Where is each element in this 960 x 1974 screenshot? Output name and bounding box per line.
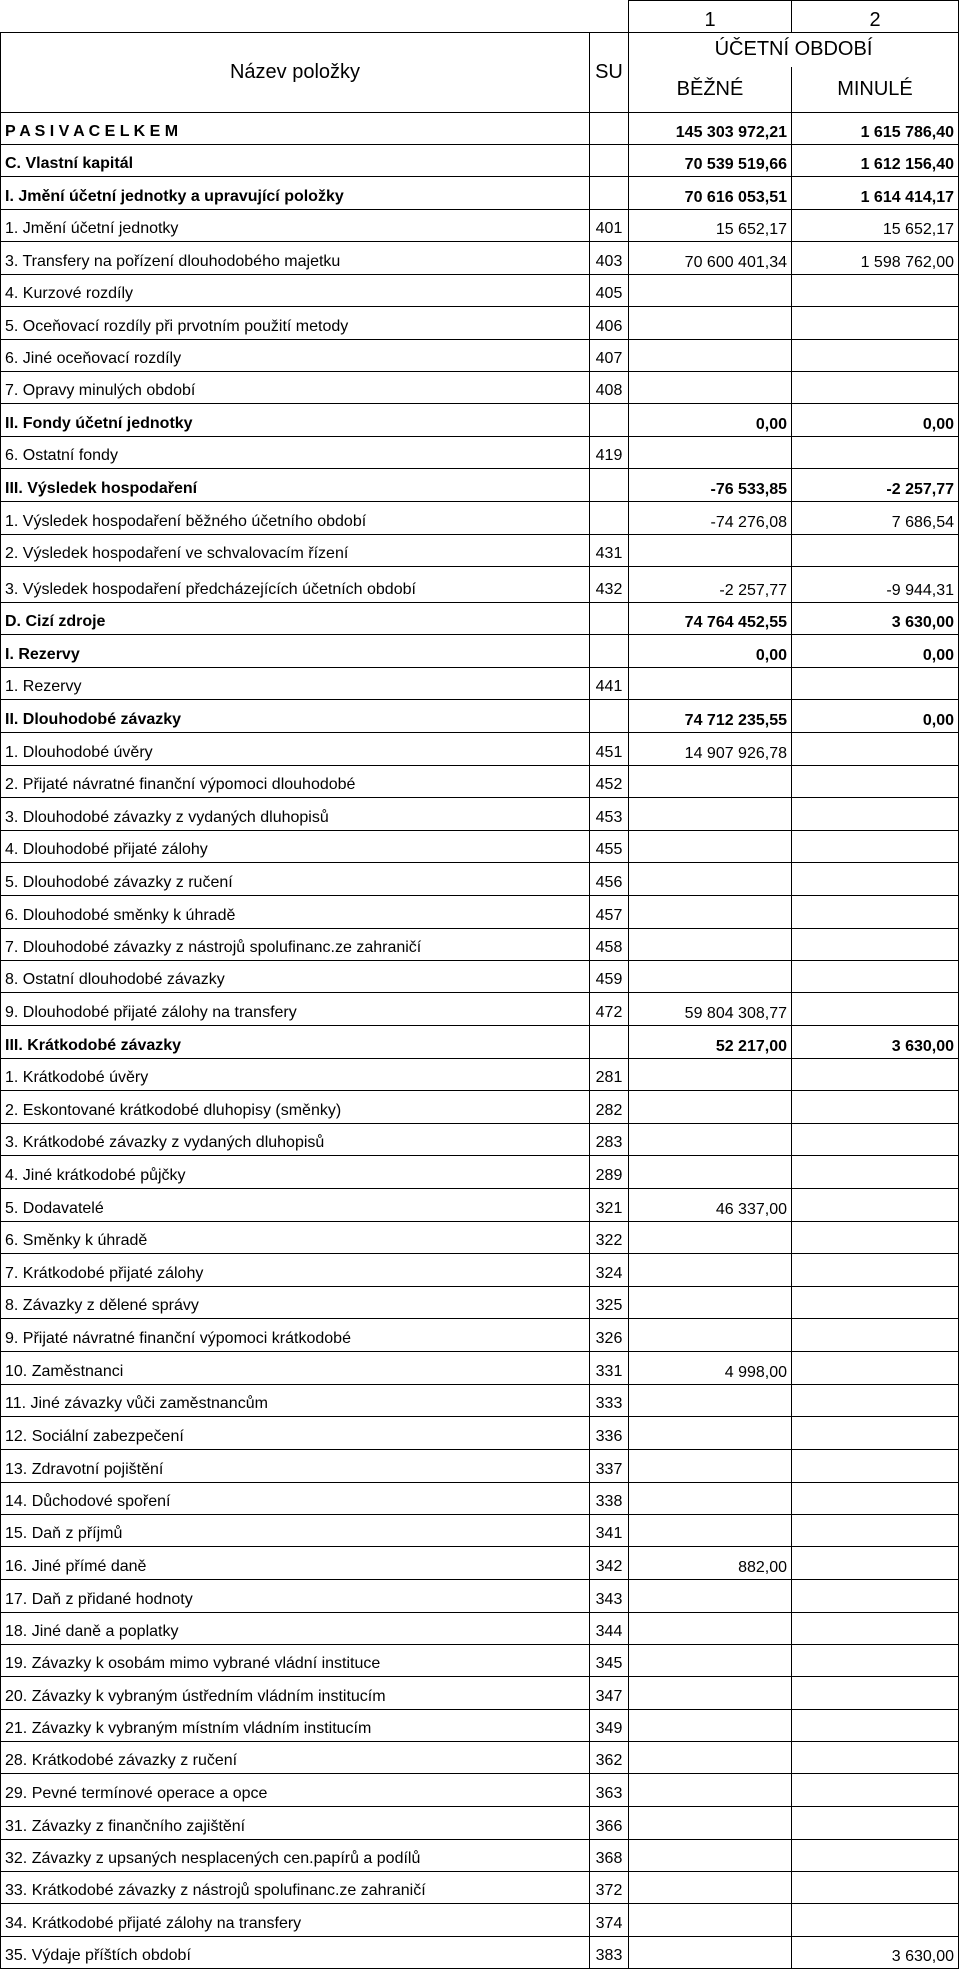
item-name: 15. Daň z příjmů bbox=[1, 1515, 590, 1547]
previous-period-value bbox=[792, 1613, 959, 1645]
item-name: 7. Dlouhodobé závazky z nástrojů spolufinanc.ze zahraničí bbox=[1, 929, 590, 961]
table-row bbox=[1, 404, 959, 437]
table-row bbox=[1, 700, 959, 733]
table-row bbox=[1, 1254, 959, 1287]
previous-period-value bbox=[792, 340, 959, 372]
item-name: C. Vlastní kapitál bbox=[1, 145, 590, 177]
previous-period-value: 7 686,54 bbox=[792, 502, 959, 535]
table-row bbox=[1, 993, 959, 1026]
table-row bbox=[1, 635, 959, 668]
item-name: 12. Sociální zabezpečení bbox=[1, 1417, 590, 1450]
su-code: 333 bbox=[590, 1385, 629, 1417]
current-period-value: 4 998,00 bbox=[629, 1352, 792, 1385]
previous-period-value bbox=[792, 1189, 959, 1222]
su-code: 338 bbox=[590, 1483, 629, 1515]
blank-header-cell bbox=[1, 1, 590, 33]
previous-period-value bbox=[792, 961, 959, 993]
previous-period-value: 1 612 156,40 bbox=[792, 145, 959, 177]
su-code: 345 bbox=[590, 1645, 629, 1677]
su-code bbox=[590, 404, 629, 437]
su-code: 431 bbox=[590, 535, 629, 567]
current-period-value bbox=[629, 1222, 792, 1254]
item-name: 16. Jiné přímé daně bbox=[1, 1547, 590, 1580]
su-code bbox=[590, 635, 629, 668]
current-period-value bbox=[629, 668, 792, 700]
item-name: 6. Jiné oceňovací rozdíly bbox=[1, 340, 590, 372]
su-code: 331 bbox=[590, 1352, 629, 1385]
su-code: 383 bbox=[590, 1937, 629, 1969]
su-code: 347 bbox=[590, 1677, 629, 1710]
table-row bbox=[1, 896, 959, 929]
item-name: 4. Dlouhodobé přijaté zálohy bbox=[1, 831, 590, 863]
table-row bbox=[1, 1677, 959, 1710]
item-name: 6. Ostatní fondy bbox=[1, 437, 590, 469]
su-code: 362 bbox=[590, 1742, 629, 1774]
previous-period-value bbox=[792, 1156, 959, 1189]
previous-period-value bbox=[792, 1417, 959, 1450]
table-row bbox=[1, 961, 959, 993]
item-name: 8. Ostatní dlouhodobé závazky bbox=[1, 961, 590, 993]
current-period-value: 14 907 926,78 bbox=[629, 733, 792, 766]
item-name: 31. Závazky z finančního zajištění bbox=[1, 1807, 590, 1840]
item-name: P A S I V A C E L K E M bbox=[1, 113, 590, 145]
previous-period-value bbox=[792, 993, 959, 1026]
current-period-value bbox=[629, 372, 792, 404]
item-name: 3. Transfery na pořízení dlouhodobého majetku bbox=[1, 242, 590, 275]
current-period-value bbox=[629, 1450, 792, 1483]
su-code: 419 bbox=[590, 437, 629, 469]
table-row bbox=[1, 1124, 959, 1156]
su-code: 457 bbox=[590, 896, 629, 929]
su-code: 325 bbox=[590, 1287, 629, 1319]
current-period-value bbox=[629, 1091, 792, 1124]
table-row bbox=[1, 1645, 959, 1677]
previous-period-value bbox=[792, 275, 959, 307]
item-name: 28. Krátkodobé závazky z ručení bbox=[1, 1742, 590, 1774]
current-period-value bbox=[629, 275, 792, 307]
previous-period-value bbox=[792, 1483, 959, 1515]
current-period-value: -2 257,77 bbox=[629, 567, 792, 603]
table-row bbox=[1, 1091, 959, 1124]
su-code: 326 bbox=[590, 1319, 629, 1352]
current-period-value: 0,00 bbox=[629, 404, 792, 437]
su-code: 342 bbox=[590, 1547, 629, 1580]
current-period-value bbox=[629, 1613, 792, 1645]
su-code: 456 bbox=[590, 863, 629, 896]
previous-period-value bbox=[792, 831, 959, 863]
current-period-value: 59 804 308,77 bbox=[629, 993, 792, 1026]
column-number-2: 2 bbox=[792, 1, 959, 33]
su-code: 341 bbox=[590, 1515, 629, 1547]
item-name: III. Krátkodobé závazky bbox=[1, 1026, 590, 1059]
previous-period-value bbox=[792, 1774, 959, 1807]
su-code bbox=[590, 1026, 629, 1059]
item-name: 9. Přijaté návratné finanční výpomoci krátkodobé bbox=[1, 1319, 590, 1352]
period-header: ÚČETNÍ OBDOBÍ bbox=[629, 33, 959, 67]
su-code bbox=[590, 502, 629, 535]
table-row bbox=[1, 1450, 959, 1483]
previous-period-value bbox=[792, 766, 959, 798]
su-code bbox=[590, 145, 629, 177]
item-name: II. Dlouhodobé závazky bbox=[1, 700, 590, 733]
previous-period-value bbox=[792, 1450, 959, 1483]
current-period-value bbox=[629, 831, 792, 863]
item-name: 4. Jiné krátkodobé půjčky bbox=[1, 1156, 590, 1189]
previous-period-value bbox=[792, 1385, 959, 1417]
item-name: 2. Přijaté návratné finanční výpomoci dlouhodobé bbox=[1, 766, 590, 798]
previous-period-value bbox=[792, 1254, 959, 1287]
table-row bbox=[1, 1547, 959, 1580]
table-row bbox=[1, 863, 959, 896]
item-name: 17. Daň z přidané hodnoty bbox=[1, 1580, 590, 1613]
table-row bbox=[1, 1483, 959, 1515]
previous-period-value: -9 944,31 bbox=[792, 567, 959, 603]
su-code: 363 bbox=[590, 1774, 629, 1807]
table-row bbox=[1, 831, 959, 863]
item-name: II. Fondy účetní jednotky bbox=[1, 404, 590, 437]
previous-period-value bbox=[792, 1742, 959, 1774]
previous-period-value bbox=[792, 1677, 959, 1710]
table-row bbox=[1, 1515, 959, 1547]
table-row bbox=[1, 1872, 959, 1904]
table-row bbox=[1, 1222, 959, 1254]
su-code: 344 bbox=[590, 1613, 629, 1645]
table-row bbox=[1, 177, 959, 210]
previous-period-value: 3 630,00 bbox=[792, 1937, 959, 1969]
current-period-value: 70 616 053,51 bbox=[629, 177, 792, 210]
current-period-header: BĚŽNÉ bbox=[629, 67, 792, 113]
su-code bbox=[590, 177, 629, 210]
item-name: 3. Výsledek hospodaření předcházejících účetních období bbox=[1, 567, 590, 603]
item-name: 1. Jmění účetní jednotky bbox=[1, 210, 590, 242]
current-period-value bbox=[629, 535, 792, 567]
previous-period-value bbox=[792, 1872, 959, 1904]
current-period-value bbox=[629, 1515, 792, 1547]
current-period-value: 46 337,00 bbox=[629, 1189, 792, 1222]
current-period-value bbox=[629, 1319, 792, 1352]
current-period-value bbox=[629, 929, 792, 961]
current-period-value bbox=[629, 307, 792, 340]
previous-period-value: 0,00 bbox=[792, 635, 959, 668]
item-name: 18. Jiné daně a poplatky bbox=[1, 1613, 590, 1645]
table-row bbox=[1, 210, 959, 242]
previous-period-value: 3 630,00 bbox=[792, 1026, 959, 1059]
previous-period-value bbox=[792, 929, 959, 961]
previous-period-value bbox=[792, 798, 959, 831]
item-name: 5. Oceňovací rozdíly při prvotním použití metody bbox=[1, 307, 590, 340]
item-name: 7. Krátkodobé přijaté zálohy bbox=[1, 1254, 590, 1287]
su-code bbox=[590, 603, 629, 635]
su-code: 472 bbox=[590, 993, 629, 1026]
current-period-value bbox=[629, 863, 792, 896]
su-code: 453 bbox=[590, 798, 629, 831]
table-row bbox=[1, 372, 959, 404]
current-period-value bbox=[629, 766, 792, 798]
table-row bbox=[1, 242, 959, 275]
su-code: 366 bbox=[590, 1807, 629, 1840]
su-code: 459 bbox=[590, 961, 629, 993]
current-period-value bbox=[629, 1417, 792, 1450]
previous-period-value bbox=[792, 1645, 959, 1677]
su-code: 441 bbox=[590, 668, 629, 700]
table-row bbox=[1, 1026, 959, 1059]
table-row bbox=[1, 1059, 959, 1091]
item-name: 13. Zdravotní pojištění bbox=[1, 1450, 590, 1483]
table-row bbox=[1, 798, 959, 831]
table-row bbox=[1, 1774, 959, 1807]
table-row bbox=[1, 1742, 959, 1774]
table-row bbox=[1, 1840, 959, 1872]
su-code: 343 bbox=[590, 1580, 629, 1613]
su-code: 321 bbox=[590, 1189, 629, 1222]
previous-period-value bbox=[792, 1710, 959, 1742]
item-name: 34. Krátkodobé přijaté zálohy na transfery bbox=[1, 1904, 590, 1937]
item-name: 1. Krátkodobé úvěry bbox=[1, 1059, 590, 1091]
su-code: 407 bbox=[590, 340, 629, 372]
previous-period-value bbox=[792, 1124, 959, 1156]
table-row bbox=[1, 1807, 959, 1840]
item-name: 5. Dodavatelé bbox=[1, 1189, 590, 1222]
previous-period-value: -2 257,77 bbox=[792, 469, 959, 502]
item-name: 1. Výsledek hospodaření běžného účetního období bbox=[1, 502, 590, 535]
previous-period-value bbox=[792, 372, 959, 404]
item-name: 5. Dlouhodobé závazky z ručení bbox=[1, 863, 590, 896]
previous-period-value bbox=[792, 1319, 959, 1352]
table-row bbox=[1, 1156, 959, 1189]
su-code: 289 bbox=[590, 1156, 629, 1189]
su-code: 336 bbox=[590, 1417, 629, 1450]
current-period-value: 70 539 519,66 bbox=[629, 145, 792, 177]
current-period-value bbox=[629, 1124, 792, 1156]
su-code: 408 bbox=[590, 372, 629, 404]
table-row bbox=[1, 929, 959, 961]
item-name: D. Cizí zdroje bbox=[1, 603, 590, 635]
table-row bbox=[1, 1937, 959, 1969]
table-row bbox=[1, 1189, 959, 1222]
table-row bbox=[1, 1287, 959, 1319]
previous-period-value bbox=[792, 1904, 959, 1937]
current-period-value bbox=[629, 1156, 792, 1189]
table-row bbox=[1, 1417, 959, 1450]
su-code: 405 bbox=[590, 275, 629, 307]
su-code: 452 bbox=[590, 766, 629, 798]
previous-period-value bbox=[792, 1222, 959, 1254]
previous-period-value bbox=[792, 1287, 959, 1319]
su-code: 403 bbox=[590, 242, 629, 275]
table-row bbox=[1, 535, 959, 567]
current-period-value bbox=[629, 1937, 792, 1969]
current-period-value bbox=[629, 437, 792, 469]
name-column-header: Název položky bbox=[1, 33, 590, 113]
su-code: 401 bbox=[590, 210, 629, 242]
item-name: 2. Výsledek hospodaření ve schvalovacím řízení bbox=[1, 535, 590, 567]
previous-period-value bbox=[792, 1091, 959, 1124]
item-name: I. Rezervy bbox=[1, 635, 590, 668]
table-row bbox=[1, 307, 959, 340]
su-code: 324 bbox=[590, 1254, 629, 1287]
previous-period-value: 1 615 786,40 bbox=[792, 113, 959, 145]
current-period-value bbox=[629, 1287, 792, 1319]
item-name: 35. Výdaje příštích období bbox=[1, 1937, 590, 1969]
table-row bbox=[1, 1904, 959, 1937]
su-code: 368 bbox=[590, 1840, 629, 1872]
current-period-value bbox=[629, 340, 792, 372]
current-period-value: 145 303 972,21 bbox=[629, 113, 792, 145]
table-row bbox=[1, 502, 959, 535]
table-row bbox=[1, 1319, 959, 1352]
item-name: 3. Krátkodobé závazky z vydaných dluhopisů bbox=[1, 1124, 590, 1156]
table-row bbox=[1, 113, 959, 145]
table-row bbox=[1, 437, 959, 469]
previous-period-value bbox=[792, 668, 959, 700]
item-name: III. Výsledek hospodaření bbox=[1, 469, 590, 502]
item-name: 8. Závazky z dělené správy bbox=[1, 1287, 590, 1319]
item-name: 3. Dlouhodobé závazky z vydaných dluhopisů bbox=[1, 798, 590, 831]
su-code: 374 bbox=[590, 1904, 629, 1937]
item-name: 21. Závazky k vybraným místním vládním institucím bbox=[1, 1710, 590, 1742]
current-period-value bbox=[629, 1904, 792, 1937]
su-column-header: SU bbox=[590, 33, 629, 113]
previous-period-value bbox=[792, 437, 959, 469]
current-period-value bbox=[629, 1807, 792, 1840]
current-period-value: -74 276,08 bbox=[629, 502, 792, 535]
current-period-value: 70 600 401,34 bbox=[629, 242, 792, 275]
column-number-1: 1 bbox=[629, 1, 792, 33]
item-name: 32. Závazky z upsaných nesplacených cen.papírů a podílů bbox=[1, 1840, 590, 1872]
su-code: 432 bbox=[590, 567, 629, 603]
item-name: 6. Dlouhodobé směnky k úhradě bbox=[1, 896, 590, 929]
previous-period-value bbox=[792, 1807, 959, 1840]
item-name: I. Jmění účetní jednotky a upravující položky bbox=[1, 177, 590, 210]
item-name: 4. Kurzové rozdíly bbox=[1, 275, 590, 307]
su-code bbox=[590, 469, 629, 502]
previous-period-value bbox=[792, 1580, 959, 1613]
current-period-value bbox=[629, 1774, 792, 1807]
su-code: 322 bbox=[590, 1222, 629, 1254]
item-name: 9. Dlouhodobé přijaté zálohy na transfery bbox=[1, 993, 590, 1026]
su-code: 451 bbox=[590, 733, 629, 766]
previous-period-value: 0,00 bbox=[792, 700, 959, 733]
table-row bbox=[1, 1580, 959, 1613]
current-period-value bbox=[629, 798, 792, 831]
su-code: 337 bbox=[590, 1450, 629, 1483]
su-code: 406 bbox=[590, 307, 629, 340]
current-period-value bbox=[629, 1580, 792, 1613]
previous-period-value bbox=[792, 307, 959, 340]
item-name: 20. Závazky k vybraným ústředním vládním institucím bbox=[1, 1677, 590, 1710]
current-period-value bbox=[629, 1645, 792, 1677]
previous-period-value: 1 614 414,17 bbox=[792, 177, 959, 210]
previous-period-value: 0,00 bbox=[792, 404, 959, 437]
su-code: 349 bbox=[590, 1710, 629, 1742]
previous-period-value bbox=[792, 863, 959, 896]
previous-period-value bbox=[792, 896, 959, 929]
item-name: 29. Pevné termínové operace a opce bbox=[1, 1774, 590, 1807]
item-name: 1. Dlouhodobé úvěry bbox=[1, 733, 590, 766]
su-code: 282 bbox=[590, 1091, 629, 1124]
item-name: 14. Důchodové spoření bbox=[1, 1483, 590, 1515]
previous-period-value bbox=[792, 1547, 959, 1580]
item-name: 7. Opravy minulých období bbox=[1, 372, 590, 404]
table-row bbox=[1, 603, 959, 635]
table-row bbox=[1, 567, 959, 603]
item-name: 1. Rezervy bbox=[1, 668, 590, 700]
su-code bbox=[590, 113, 629, 145]
su-code: 455 bbox=[590, 831, 629, 863]
table-row bbox=[1, 340, 959, 372]
previous-period-value bbox=[792, 1059, 959, 1091]
current-period-value: -76 533,85 bbox=[629, 469, 792, 502]
item-name: 10. Zaměstnanci bbox=[1, 1352, 590, 1385]
item-name: 6. Směnky k úhradě bbox=[1, 1222, 590, 1254]
current-period-value: 0,00 bbox=[629, 635, 792, 668]
previous-period-value bbox=[792, 1840, 959, 1872]
current-period-value bbox=[629, 1483, 792, 1515]
current-period-value bbox=[629, 1254, 792, 1287]
previous-period-value bbox=[792, 1515, 959, 1547]
blank-header-cell bbox=[590, 1, 629, 33]
table-row bbox=[1, 1613, 959, 1645]
current-period-value bbox=[629, 1840, 792, 1872]
table-row bbox=[1, 275, 959, 307]
current-period-value: 74 764 452,55 bbox=[629, 603, 792, 635]
table-row bbox=[1, 1352, 959, 1385]
previous-period-header: MINULÉ bbox=[792, 67, 959, 113]
current-period-value bbox=[629, 961, 792, 993]
current-period-value: 74 712 235,55 bbox=[629, 700, 792, 733]
su-code bbox=[590, 700, 629, 733]
table-row bbox=[1, 766, 959, 798]
item-name: 19. Závazky k osobám mimo vybrané vládní instituce bbox=[1, 1645, 590, 1677]
table-row bbox=[1, 469, 959, 502]
current-period-value bbox=[629, 1710, 792, 1742]
previous-period-value: 3 630,00 bbox=[792, 603, 959, 635]
previous-period-value bbox=[792, 1352, 959, 1385]
current-period-value: 882,00 bbox=[629, 1547, 792, 1580]
previous-period-value: 15 652,17 bbox=[792, 210, 959, 242]
table-row bbox=[1, 1385, 959, 1417]
table-row bbox=[1, 733, 959, 766]
su-code: 281 bbox=[590, 1059, 629, 1091]
previous-period-value bbox=[792, 733, 959, 766]
item-name: 33. Krátkodobé závazky z nástrojů spolufinanc.ze zahraničí bbox=[1, 1872, 590, 1904]
current-period-value: 52 217,00 bbox=[629, 1026, 792, 1059]
table-row bbox=[1, 668, 959, 700]
item-name: 2. Eskontované krátkodobé dluhopisy (směnky) bbox=[1, 1091, 590, 1124]
table-row bbox=[1, 145, 959, 177]
current-period-value bbox=[629, 1677, 792, 1710]
previous-period-value bbox=[792, 535, 959, 567]
table-row bbox=[1, 1710, 959, 1742]
current-period-value bbox=[629, 1872, 792, 1904]
current-period-value: 15 652,17 bbox=[629, 210, 792, 242]
su-code: 458 bbox=[590, 929, 629, 961]
current-period-value bbox=[629, 1385, 792, 1417]
previous-period-value: 1 598 762,00 bbox=[792, 242, 959, 275]
current-period-value bbox=[629, 1742, 792, 1774]
current-period-value bbox=[629, 1059, 792, 1091]
su-code: 372 bbox=[590, 1872, 629, 1904]
current-period-value bbox=[629, 896, 792, 929]
su-code: 283 bbox=[590, 1124, 629, 1156]
item-name: 11. Jiné závazky vůči zaměstnancům bbox=[1, 1385, 590, 1417]
